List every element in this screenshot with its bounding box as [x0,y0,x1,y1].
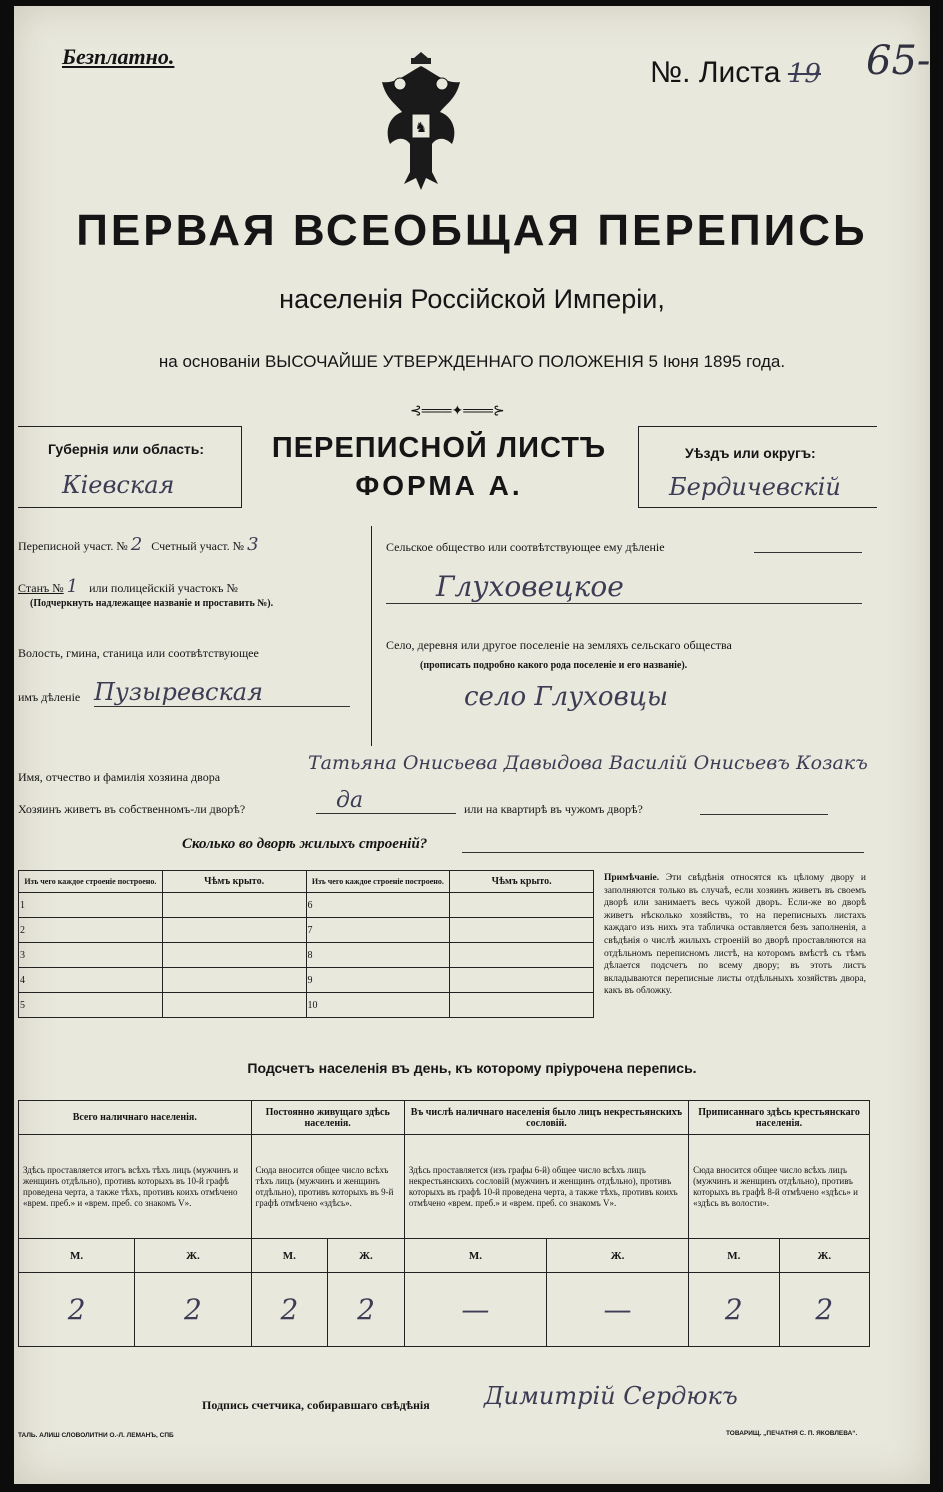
gubernia-box [18,426,242,508]
census-plot-label: Переписной участ. № [18,539,128,553]
society-value: Глуховецкое [386,570,862,604]
stage-label: Станъ № [18,581,64,595]
group-desc: Сюда вносится общее число всѣхъ лицъ (мужчинъ и женщинъ отдѣльно), противъ которыхъ въ графѣ 8-й отмѣчено «здѣсь» и «здѣсь въ волости». [689,1135,870,1239]
owner-lives-value: да [316,788,456,814]
table-row [19,943,594,968]
f-label: Ж. [135,1239,251,1273]
stage-row [18,576,362,597]
main-title: ПЕРВАЯ ВСЕОБЩАЯ ПЕРЕПИСЬ [76,206,868,255]
corner-number: 65- [866,38,931,84]
f-label: Ж. [546,1239,688,1273]
group-desc: Здѣсь проставляется (изъ графы 6-й) общее число всѣхъ лицъ некрестьянскихъ сословій (мужчинъ и женщинъ отдѣльно), противъ которыхъ въ графѣ 10-й проведена черта, а также тѣхъ, противъ коихъ отмѣчено «врем. преб.» и «врем. преб. со знакомъ V». [404,1135,688,1239]
row-no: 5 [19,993,163,1018]
sheet-no-label: №. Листа [650,56,781,89]
population-count-table [18,1100,870,1347]
table-row [19,993,594,1018]
society-label: Сельское общество или соотвѣтствующее ему дѣленіе [386,540,665,554]
row-no: 3 [19,943,163,968]
gubernia-label: Губернія или область: [48,441,205,457]
row-no: 6 [306,893,450,918]
free-label: Безплатно. [62,44,175,69]
buildings-note [604,872,866,998]
owner-lives-label: Хозяинъ живетъ въ собственномъ-ли дворѣ? [18,802,246,816]
basis-line: на основаніи ВЫСОЧАЙШЕ УТВЕРЖДЕННАГО ПОЛОЖЕНІЯ 5 Іюня 1895 года. [158,352,786,371]
table-row [19,918,594,943]
group-desc: Здѣсь проставляется итогъ всѣхъ тѣхъ лицъ (мужчинъ и женщинъ отдѣльно), противъ которыхъ въ 10-й графѣ проведена черта, а также тѣхъ, противъ коихъ отмѣчено «врем. преб.» и «врем. преб. со знакомъ V». [19,1135,252,1239]
footer-right: ТОВАРИЩ. „ПЕЧАТНЯ С. П. ЯКОВЛЕВА“. [726,1430,858,1437]
stage-value: 1 [66,576,79,597]
count-value: 2 [689,1273,779,1347]
count-value: 2 [251,1273,328,1347]
footer-left: ТАЛЬ. АЛИШ СЛОВОЛИТНИ О.-Л. ЛЕМАНЪ, СПБ [18,1432,174,1439]
police-label: или полицейскій участокъ № [89,581,238,595]
m-label: М. [19,1239,135,1273]
row-no: 7 [306,918,450,943]
group-header: Приписаннаго здѣсь крестьянскаго населенія. [689,1101,870,1135]
uezd-box [638,426,877,508]
col-material-left: Изъ чего каждое строеніе построено. [19,871,163,893]
count-value: 2 [135,1273,251,1347]
table-row [19,968,594,993]
census-plot-value: 2 [130,534,143,555]
signature-label: Подпись счетчика, собиравшаго свѣдѣнія [202,1398,430,1412]
volost-label-2: имъ дѣленіе [18,690,81,704]
row-no: 10 [306,993,450,1018]
count-value: — [404,1273,546,1347]
row-no: 1 [19,893,163,918]
census-form-sheet [14,6,930,1484]
uezd-label: Уѣздъ или округъ: [685,445,816,461]
note-title: Примѣчаніе. [604,873,660,883]
owner-name-label: Имя, отчество и фамилія хозяина двора [18,770,221,784]
sheet-number [650,56,821,90]
count-value: — [546,1273,688,1347]
row-no: 9 [306,968,450,993]
vertical-divider [371,526,372,746]
col-material-right: Изъ чего каждое строеніе построено. [306,871,450,893]
group-header: Въ числѣ наличнаго населенія было лицъ некрестьянскихъ сословій. [404,1101,688,1135]
uezd-value: Бердичевскій [669,473,841,501]
f-label: Ж. [779,1239,869,1273]
subtitle: населенія Россійской Имперіи, [279,284,665,314]
group-desc: Сюда вносится общее число всѣхъ тѣхъ лицъ (мужчинъ и женщинъ отдѣльно), противъ которыхъ въ 9-й графѣ отмѣчено «здѣсь». [251,1135,404,1239]
apartment-label: или на квартирѣ въ чужомъ дворѣ? [464,802,643,816]
apartment-line [700,814,828,815]
society-line [754,552,862,553]
double-headed-eagle-emblem [376,44,466,196]
count-value: 2 [328,1273,405,1347]
group-header: Всего наличнаго населенія. [19,1101,252,1135]
count-plot-value: 3 [247,534,259,555]
buildings-answer-line [462,852,864,853]
row-no: 8 [306,943,450,968]
plot-numbers-row [18,534,362,555]
count-value: 2 [19,1273,135,1347]
count-values-row [19,1273,870,1347]
svg-text:♞: ♞ [414,121,428,136]
col-roof-right: Чѣмъ крыто. [450,871,594,893]
f-label: Ж. [328,1239,405,1273]
owner-name-value: Татьяна Онисьева Давыдова Василій Онисьевъ Козакъ [308,752,868,774]
table-row [19,893,594,918]
col-roof-left: Чѣмъ крыто. [162,871,306,893]
volost-value: Пузыревская [94,678,350,707]
count-title: Подсчетъ населенія въ день, къ которому пріурочена перепись. [247,1060,697,1076]
village-note: (прописать подробно какого рода поселеніе и его названіе). [420,660,688,671]
village-value: село Глуховцы [464,682,669,712]
sheet-no-value: 19 [787,59,821,89]
gubernia-value: Кіевская [62,471,175,499]
m-label: М. [689,1239,779,1273]
signature-value: Димитрій Сердюкъ [484,1382,738,1410]
row-no: 4 [19,968,163,993]
row-no: 2 [19,918,163,943]
group-header: Постоянно живущаго здѣсь населенія. [251,1101,404,1135]
m-label: М. [404,1239,546,1273]
note-text: Эти свѣдѣнія относятся къ цѣлому двору и заполняются только въ случаѣ, если хозяинъ живетъ въ своемъ дворѣ или занимаетъ весь чужой дворъ. Если-же во дворѣ живетъ нѣсколько хозяйствъ, то на переписныхъ листахъ каждаго изъ нихъ эта табличка оставляется безъ заполненія, а свѣдѣнія о числѣ жилыхъ строеній во дворѣ проставляются на отдѣльномъ переписномъ листѣ, на которомъ вмѣстѣ съ тѣмъ дѣлается подсчетъ по всему двору; въ этотъ листъ вкладываются переписные листы отдѣльныхъ хозяйствъ двора, какъ въ обложку. [604,873,866,997]
m-label: М. [251,1239,328,1273]
underline-note: (Подчеркнуть надлежащее названіе и проставить №). [30,598,274,609]
count-plot-label: Счетный участ. № [151,539,245,553]
volost-label: Волость, гмина, станица или соотвѣтствующее [18,646,259,660]
ornament-divider: ⊰═══✦═══⊱ [410,404,505,419]
count-value: 2 [779,1273,869,1347]
village-label: Село, деревня или другое поселеніе на земляхъ сельскаго общества [386,638,732,652]
form-type: ФОРМА А. [355,470,523,501]
form-title: ПЕРЕПИСНОЙ ЛИСТЪ [271,432,607,464]
buildings-table [18,870,594,1018]
buildings-question: Сколько во дворѣ жилыхъ строеній? [182,836,428,852]
